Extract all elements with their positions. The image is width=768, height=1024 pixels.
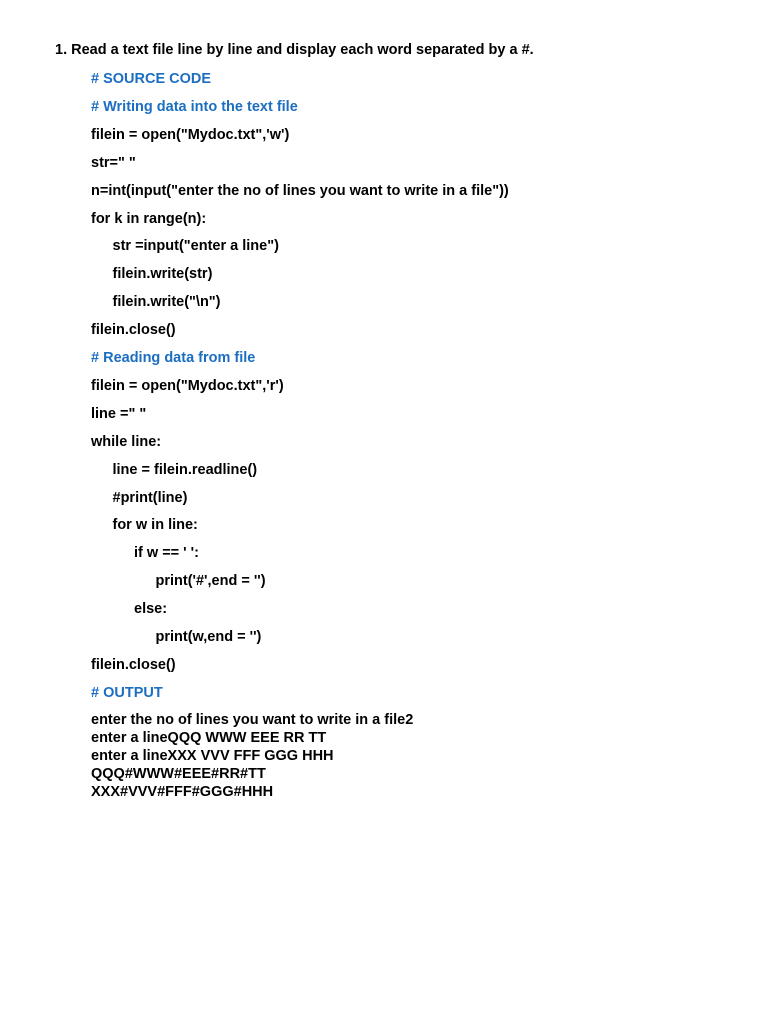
code-line: #print(line) bbox=[112, 489, 188, 506]
code-line: while line: bbox=[91, 433, 162, 450]
code-line: print(w,end = '') bbox=[155, 629, 262, 645]
code-line: str =input("enter a line") bbox=[112, 238, 279, 255]
code-line: filein.write("\n") bbox=[112, 294, 221, 311]
output-line: enter a lineXXX VVV FFF GGG HHH bbox=[91, 748, 334, 764]
code-line: print('#',end = '') bbox=[155, 573, 266, 590]
code-comment-line: # Reading data from file bbox=[91, 350, 256, 366]
code-comment-line: # OUTPUT bbox=[91, 684, 163, 701]
code-line: filein = open("Mydoc.txt",'r') bbox=[91, 377, 284, 394]
code-line: line = filein.readline() bbox=[112, 461, 258, 478]
code-line: filein.close() bbox=[91, 322, 176, 339]
code-line: else: bbox=[134, 601, 168, 618]
code-comment-line: # Writing data into the text file bbox=[91, 98, 298, 115]
output-line: enter a lineQQQ WWW EEE RR TT bbox=[91, 730, 327, 746]
code-line: str=" " bbox=[91, 154, 136, 171]
code-line: for k in range(n): bbox=[91, 210, 207, 227]
output-line: enter the no of lines you want to write in a file2 bbox=[91, 712, 414, 728]
code-line: filein.write(str) bbox=[112, 266, 213, 283]
output-line: XXX#VVV#FFF#GGG#HHH bbox=[91, 784, 274, 800]
output-line: QQQ#WWW#EEE#RR#TT bbox=[91, 766, 266, 782]
code-line: line =" " bbox=[91, 405, 147, 422]
code-line: if w == ' ': bbox=[134, 545, 199, 562]
question-title: 1. Read a text file line by line and display each word separated by a #. bbox=[55, 42, 534, 58]
code-line: filein = open("Mydoc.txt",'w') bbox=[91, 126, 290, 143]
code-comment-line: # SOURCE CODE bbox=[91, 71, 212, 87]
code-line: n=int(input("enter the no of lines you want to write in a file")) bbox=[91, 182, 509, 199]
code-line: filein.close() bbox=[91, 656, 176, 673]
code-line: for w in line: bbox=[112, 517, 198, 534]
